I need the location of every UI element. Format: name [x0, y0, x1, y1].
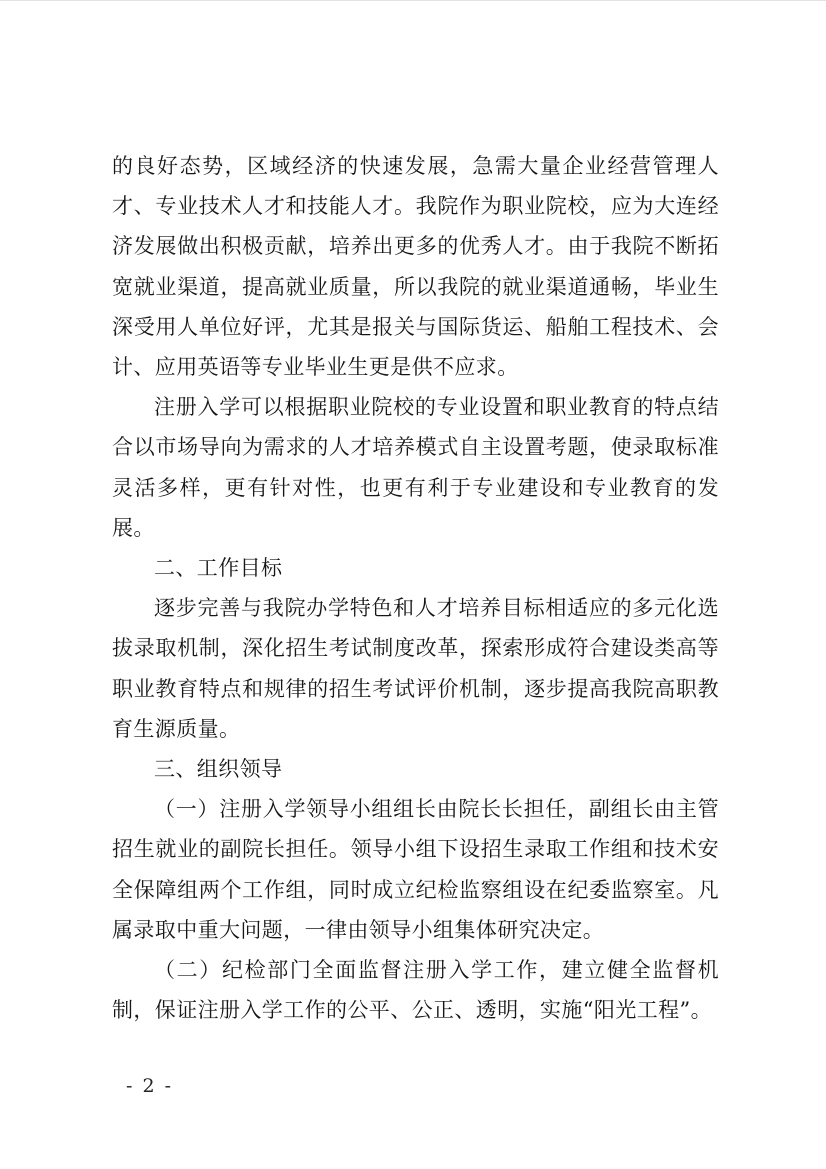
paragraph-continuation: 的良好态势，区域经济的快速发展，急需大量企业经营管理人才、专业技术人才和技能人才。我院作为职业院校，应为大连经济发展做出积极贡献，培养出更多的优秀人才。由于我院不断拓宽就业渠道，提高就业质量，所以我院的就业渠道通畅，毕业生深受用人单位好评，尤其是报关与国际货运、船舶工程技术、会计、应用英语等专业毕业生更是供不应求。	[112, 154, 719, 380]
page-number: - 2 -	[126, 1075, 174, 1097]
paragraph: 逐步完善与我院办学特色和人才培养目标相适应的多元化选拔录取机制，深化招生考试制度改革，探索形成符合建设类高等职业教育特点和规律的招生考试评价机制，逐步提高我院高职教育生源质量。	[112, 596, 719, 741]
paragraph: 注册入学可以根据职业院校的专业设置和职业教育的特点结合以市场导向为需求的人才培养模式自主设置考题，使录取标准灵活多样，更有针对性，也更有利于专业建设和专业教育的发展。	[112, 395, 719, 540]
section-heading-work-goals: 二、工作目标	[154, 556, 283, 581]
paragraph: （一）注册入学领导小组组长由院长长担任，副组长由主管招生就业的副院长担任。领导小组下设招生录取工作组和技术安全保障组两个工作组，同时成立纪检监察组设在纪委监察室。凡属录取中重大问题，一律由领导小组集体研究决定。	[112, 797, 719, 942]
section-heading-organization-leadership: 三、组织领导	[154, 757, 283, 782]
paragraph: （二）纪检部门全面监督注册入学工作，建立健全监督机制，保证注册入学工作的公平、公正、透明，实施“阳光工程”。	[112, 958, 719, 1023]
document-body	[112, 146, 719, 1030]
